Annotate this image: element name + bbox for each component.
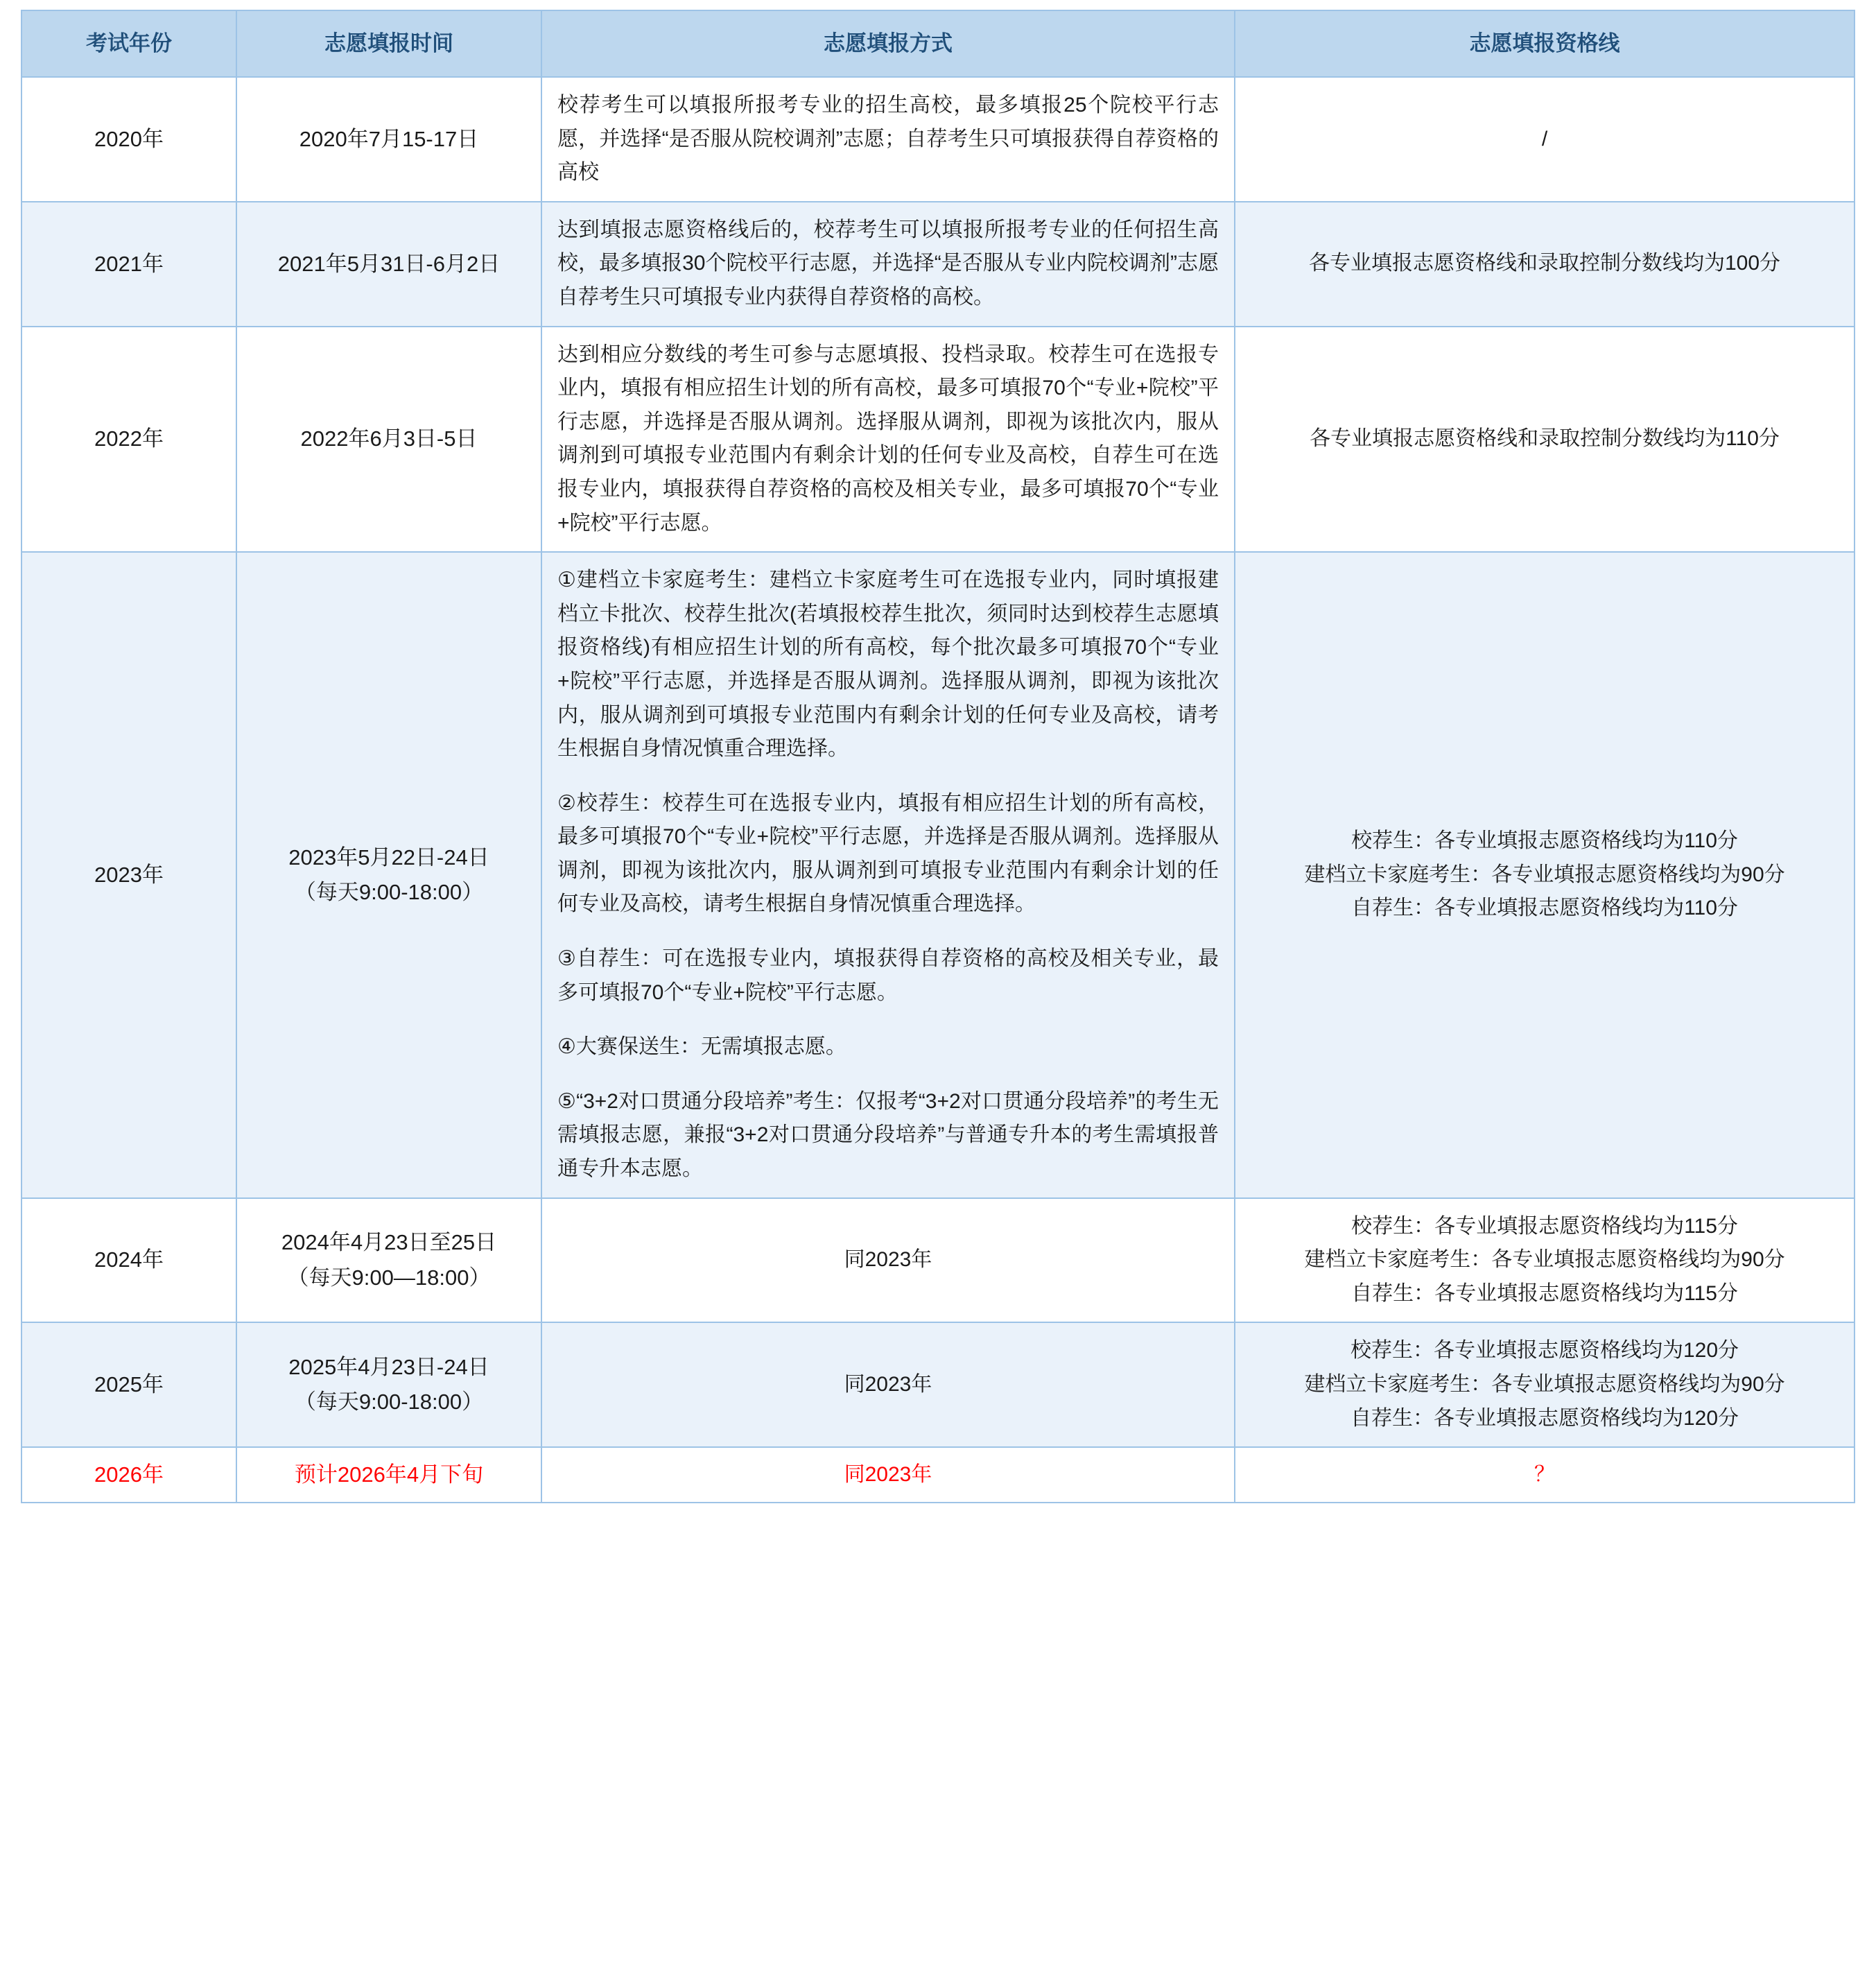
- table-row: [21, 1322, 1855, 1447]
- cell-time-main: 2024年4月23日至25日: [281, 1230, 497, 1255]
- method-paragraph: ③自荐生：可在选报专业内，填报获得自荐资格的高校及相关专业，最多可填报70个“专业+院校”平行志愿。: [557, 947, 1219, 1004]
- table-header: [21, 10, 1855, 77]
- cell-year: 2023年: [21, 552, 236, 1198]
- table-row: [21, 327, 1855, 553]
- cell-time-main: 2023年5月22日-24日: [288, 845, 489, 870]
- cell-qualification-line: [1235, 1322, 1855, 1447]
- cell-time: 2021年5月31日-6月2日: [236, 202, 541, 327]
- method-paragraph: ①建档立卡家庭考生：建档立卡家庭考生可在选报专业内，同时填报建档立卡批次、校荐生批次(若填报校荐生批次，须同时达到校荐生志愿填报资格线)有相应招生计划的所有高校，每个批次最多可填报70个“专业+院校”平行志愿，并选择是否服从调剂。选择服从调剂，即视为该批次内，服从调剂到可填报专业范围内有剩余计划的任何专业及高校，请考生根据自身情况慎重合理选择。: [557, 569, 1219, 761]
- cell-year: 2025年: [21, 1322, 236, 1447]
- qualification-line-item: 校荐生：各专业填报志愿资格线均为110分: [1351, 829, 1738, 852]
- cell-year: 2024年: [21, 1198, 236, 1323]
- cell-time: [236, 1322, 541, 1447]
- cell-method: 同2023年: [541, 1447, 1235, 1503]
- cell-time-main: 2025年4月23日-24日: [288, 1355, 489, 1380]
- qualification-line-item: 自荐生：各专业填报志愿资格线均为115分: [1351, 1281, 1738, 1305]
- cell-year: 2021年: [21, 202, 236, 327]
- volunteer-application-table: [21, 10, 1855, 1503]
- cell-time-sub: （每天9:00—18:00）: [287, 1265, 491, 1290]
- table-row: [21, 77, 1855, 202]
- cell-method: [541, 552, 1235, 1198]
- qualification-line-item: 校荐生：各专业填报志愿资格线均为120分: [1350, 1339, 1739, 1363]
- column-header-qualification-line: 志愿填报资格线: [1235, 10, 1855, 77]
- cell-time: 2020年7月15-17日: [236, 77, 541, 202]
- column-header-exam-year: 考试年份: [21, 10, 236, 77]
- qualification-line-item: 建档立卡家庭考生：各专业填报志愿资格线均为90分: [1304, 1248, 1785, 1272]
- table-row: [21, 1198, 1855, 1323]
- cell-qualification-line: 各专业填报志愿资格线和录取控制分数线均为100分: [1235, 202, 1855, 327]
- cell-method: 达到相应分数线的考生可参与志愿填报、投档录取。校荐生可在选报专业内，填报有相应招生计划的所有高校，最多可填报70个“专业+院校”平行志愿，并选择是否服从调剂。选择服从调剂，即视为该批次内，服从调剂到可填报专业范围内有剩余计划的任何专业及高校，自荐生可在选报专业内，填报获得自荐资格的高校及相关专业，最多可填报70个“专业+院校”平行志愿。: [541, 327, 1235, 553]
- cell-qualification-line: [1235, 552, 1855, 1198]
- qualification-line-item: 建档立卡家庭考生：各专业填报志愿资格线均为90分: [1304, 1373, 1785, 1396]
- cell-method: 同2023年: [541, 1198, 1235, 1323]
- cell-qualification-line: /: [1235, 77, 1855, 202]
- table-body: [21, 77, 1855, 1503]
- cell-qualification-line: [1235, 1198, 1855, 1323]
- cell-year: 2022年: [21, 327, 236, 553]
- column-header-application-method: 志愿填报方式: [541, 10, 1235, 77]
- column-header-application-time: 志愿填报时间: [236, 10, 541, 77]
- method-paragraph: ⑤“3+2对口贯通分段培养”考生：仅报考“3+2对口贯通分段培养”的考生无需填报志愿，兼报“3+2对口贯通分段培养”与普通专升本的考生需填报普通专升本志愿。: [557, 1089, 1219, 1181]
- method-paragraph: ④大赛保送生：无需填报志愿。: [557, 1035, 846, 1059]
- cell-time-sub: （每天9:00-18:00）: [294, 879, 484, 904]
- cell-method: 同2023年: [541, 1322, 1235, 1447]
- cell-time: [236, 552, 541, 1198]
- cell-time: 2022年6月3日-5日: [236, 327, 541, 553]
- qualification-line-item: 建档立卡家庭考生：各专业填报志愿资格线均为90分: [1304, 863, 1785, 886]
- cell-method: 校荐考生可以填报所报考专业的招生高校，最多填报25个院校平行志愿，并选择“是否服从院校调剂”志愿；自荐考生只可填报获得自荐资格的高校: [541, 77, 1235, 202]
- qualification-line-item: 校荐生：各专业填报志愿资格线均为115分: [1351, 1214, 1738, 1238]
- table-row: [21, 552, 1855, 1198]
- cell-time-sub: （每天9:00-18:00）: [294, 1390, 484, 1415]
- cell-year: 2026年: [21, 1447, 236, 1503]
- table-header-row: [21, 10, 1855, 77]
- qualification-line-item: 自荐生：各专业填报志愿资格线均为120分: [1350, 1406, 1739, 1430]
- table-row: [21, 202, 1855, 327]
- cell-time: [236, 1198, 541, 1323]
- cell-qualification-line: 各专业填报志愿资格线和录取控制分数线均为110分: [1235, 327, 1855, 553]
- cell-method: 达到填报志愿资格线后的，校荐考生可以填报所报考专业的任何招生高校，最多填报30个院校平行志愿，并选择“是否服从专业内院校调剂”志愿自荐考生只可填报专业内获得自荐资格的高校。: [541, 202, 1235, 327]
- cell-year: 2020年: [21, 77, 236, 202]
- cell-time: 预计2026年4月下旬: [236, 1447, 541, 1503]
- table-row: [21, 1447, 1855, 1503]
- cell-qualification-line: ？: [1235, 1447, 1855, 1503]
- method-paragraph: ②校荐生：校荐生可在选报专业内，填报有相应招生计划的所有高校，最多可填报70个“专业+院校”平行志愿，并选择是否服从调剂。选择服从调剂，即视为该批次内，服从调剂到可填报专业范围内有剩余计划的任何专业及高校，请考生根据自身情况慎重合理选择。: [557, 791, 1219, 916]
- qualification-line-item: 自荐生：各专业填报志愿资格线均为110分: [1351, 897, 1738, 920]
